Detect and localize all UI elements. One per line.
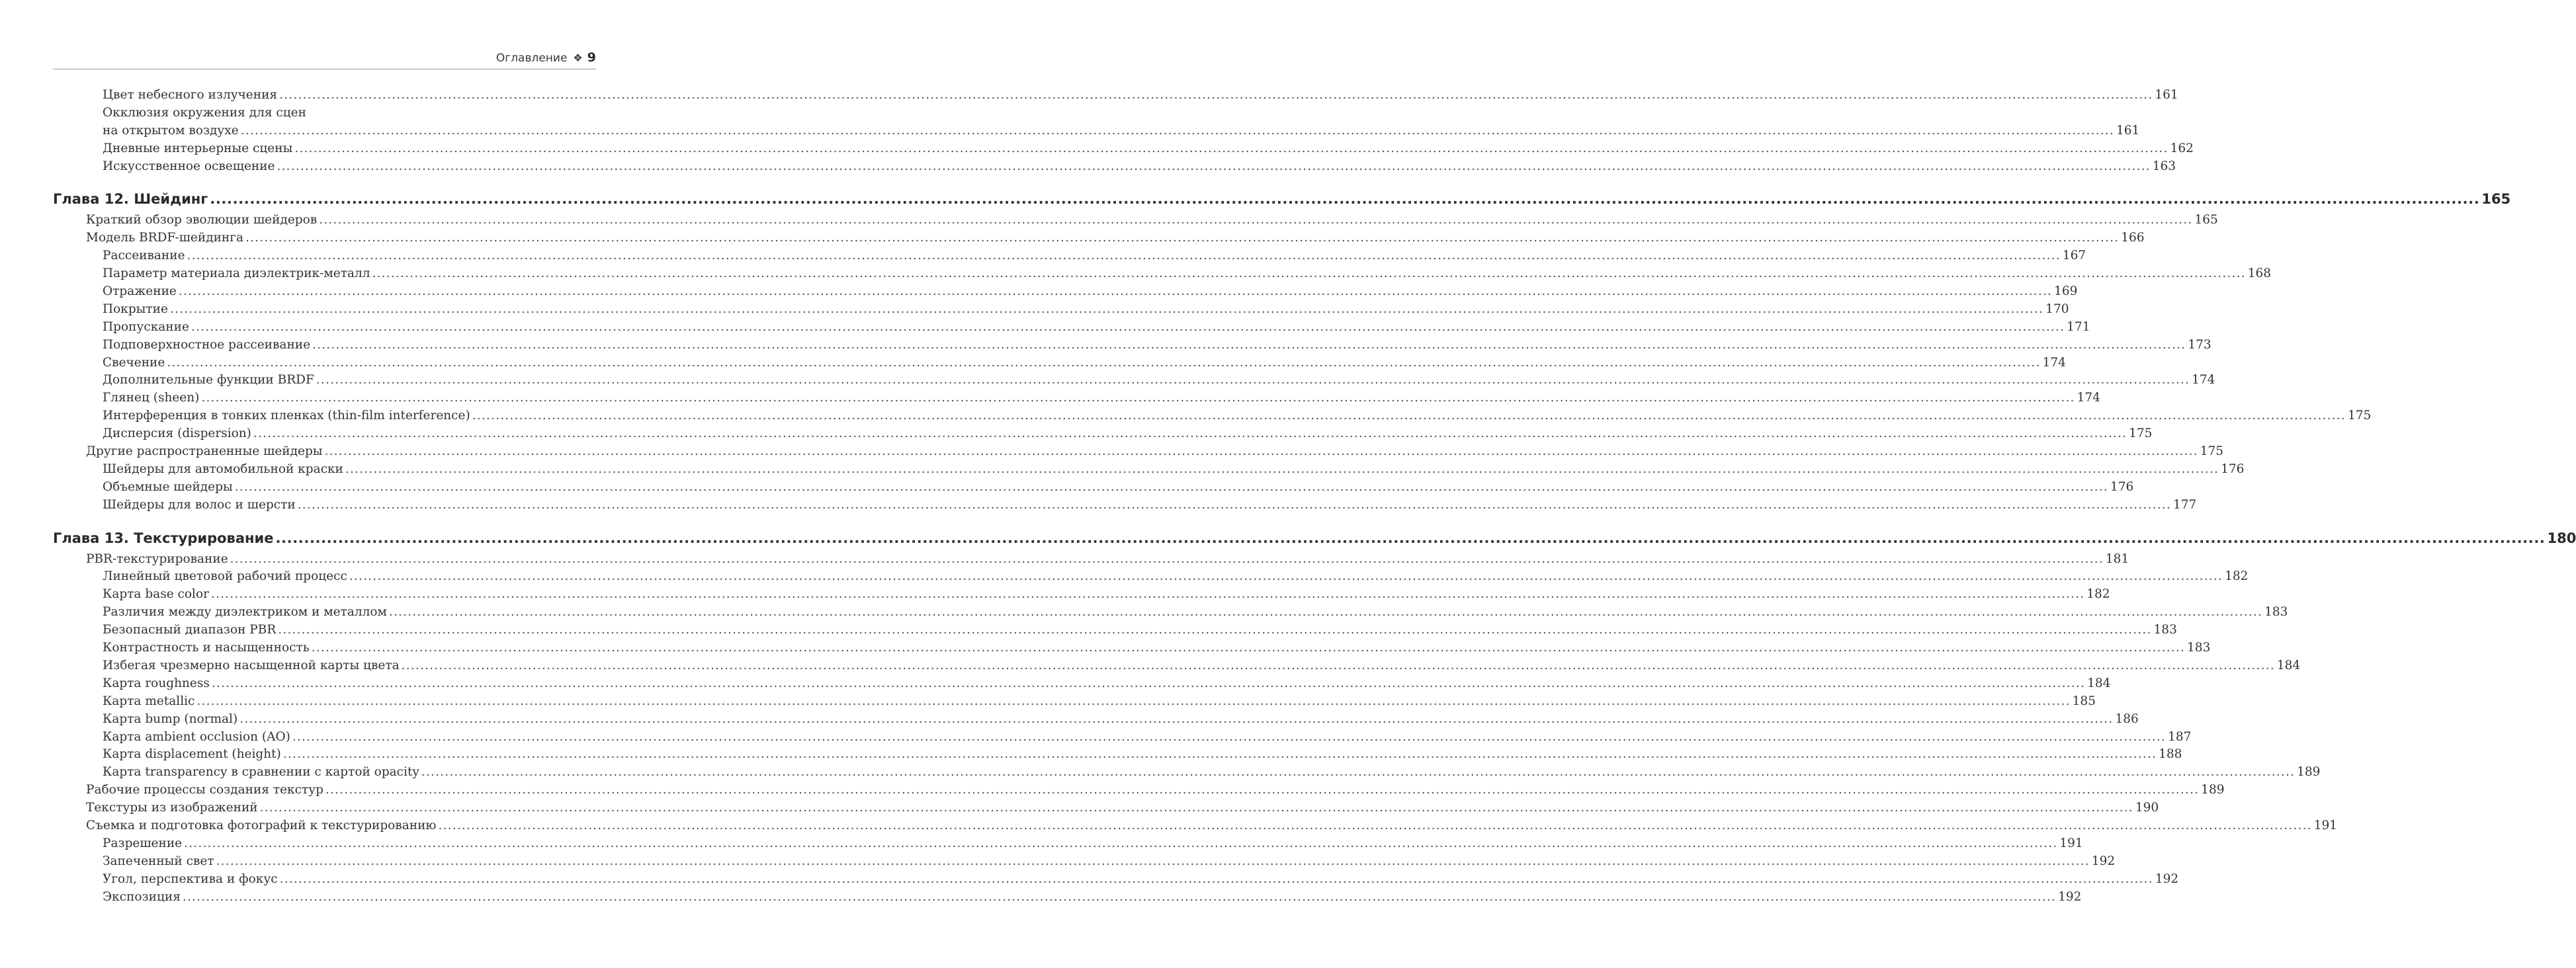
dot-leader: ................................................................................................................................................................................................................................................................................................................................................................................................................ [297,497,2171,512]
toc-chapter[interactable] [53,528,2576,549]
toc-entry-page: 192 [2058,889,2082,904]
dot-leader: ................................................................................................................................................................................................................................................................................................................................................................................................................ [278,623,2152,637]
dot-leader: ................................................................................................................................................................................................................................................................................................................................................................................................................ [167,355,2041,370]
toc-entry-title: Глава 12. Шейдинг [53,191,208,208]
toc-entry-title: Рассеивание [103,249,185,263]
toc-subsection[interactable] [53,122,2140,140]
toc-entry-title: Запеченный свет [103,854,214,868]
dot-leader: ................................................................................................................................................................................................................................................................................................................................................................................................................ [191,319,2065,334]
toc-subsection[interactable] [53,247,2086,265]
toc-subsection[interactable] [53,461,2245,479]
toc-entry-page: 181 [2105,551,2129,566]
dot-leader: ................................................................................................................................................................................................................................................................................................................................................................................................................ [239,711,2114,726]
dot-leader: ................................................................................................................................................................................................................................................................................................................................................................................................................ [210,587,2085,602]
toc-entry-page: 177 [2172,497,2197,512]
dot-leader: ................................................................................................................................................................................................................................................................................................................................................................................................................ [182,889,2057,904]
dot-leader: ................................................................................................................................................................................................................................................................................................................................................................................................................ [201,391,2075,405]
toc-entry-page: 182 [2086,587,2110,602]
toc-subsection[interactable] [53,140,2194,158]
toc-entry-page: 176 [2110,479,2134,494]
toc-subsection[interactable] [53,711,2139,729]
dot-leader: ................................................................................................................................................................................................................................................................................................................................................................................................................ [421,765,2296,780]
toc-entry-title: Линейный цветовой рабочий процесс [103,569,347,584]
toc-entry-page: 165 [2194,213,2218,227]
dot-leader: ................................................................................................................................................................................................................................................................................................................................................................................................................ [234,479,2108,494]
toc-subsection[interactable] [53,407,2372,425]
toc-entry-page: 184 [2087,676,2111,690]
header-page-number: 9 [587,50,596,65]
toc-entry-page: 167 [2062,249,2086,263]
toc-subsection[interactable] [53,622,2177,639]
toc-entry-page: 184 [2276,658,2301,672]
toc-entry-title: Карта base color [103,587,209,602]
toc-subsection[interactable] [53,568,2249,586]
toc-subsection[interactable] [53,693,2096,711]
toc-entry-page: 183 [2187,641,2211,655]
toc-subsection[interactable] [53,835,2083,853]
toc-entry-page: 192 [2155,871,2179,886]
toc-entry-page: 189 [2201,783,2225,797]
dot-leader: ................................................................................................................................................................................................................................................................................................................................................................................................................ [292,729,2167,744]
toc-subsection[interactable] [53,639,2211,657]
dot-leader: ................................................................................................................................................................................................................................................................................................................................................................................................................ [312,337,2186,352]
toc-entry-page: 175 [2200,444,2224,459]
dot-leader: ................................................................................................................................................................................................................................................................................................................................................................................................................ [253,426,2127,441]
toc-subsection[interactable] [53,729,2192,746]
toc-entry-title: Дневные интерьерные сцены [103,141,293,155]
dot-leader: ................................................................................................................................................................................................................................................................................................................................................................................................................ [316,373,2190,387]
toc-entry-title: Карта metallic [103,694,195,708]
toc-entry-title: Разрешение [103,836,183,850]
toc-subsection[interactable] [53,889,2082,907]
toc-entry-page: 189 [2297,765,2321,780]
toc-entry-page: 183 [2153,623,2177,637]
toc-subsection[interactable] [53,301,2069,319]
toc-subsection[interactable] [53,265,2272,283]
toc-subsection[interactable] [53,319,2090,337]
dot-leader: ................................................................................................................................................................................................................................................................................................................................................................................................................ [187,249,2061,263]
dot-leader: ................................................................................................................................................................................................................................................................................................................................................................................................................ [279,871,2153,886]
toc-entry-page: 169 [2054,284,2078,299]
dot-leader: ................................................................................................................................................................................................................................................................................................................................................................................................................ [169,302,2044,316]
dot-leader: ................................................................................................................................................................................................................................................................................................................................................................................................................ [279,88,2153,102]
toc-entry-title: Объемные шейдеры [103,479,233,494]
dot-leader: ................................................................................................................................................................................................................................................................................................................................................................................................................ [324,444,2198,459]
toc-subsection[interactable] [53,389,2100,407]
toc-entry-title: Глянец (sheen) [103,391,200,405]
dot-leader: ................................................................................................................................................................................................................................................................................................................................................................................................................ [184,836,2058,850]
dot-leader: ................................................................................................................................................................................................................................................................................................................................................................................................................ [325,783,2200,797]
toc-entry-page: 171 [2067,319,2090,334]
toc-entry-page: 183 [2264,605,2288,620]
toc-subsection[interactable] [53,337,2211,354]
toc-entry-title: Избегая чрезмерно насыщенной карты цвета [103,658,400,672]
toc-entry-title: Карта displacement (height) [103,747,281,762]
toc-entry-page: 180 [2547,530,2576,546]
toc-subsection[interactable] [53,764,2321,782]
toc-entry-title: Глава 13. Текстурирование [53,530,274,546]
toc-entry-page: 162 [2170,141,2194,155]
dot-leader: ................................................................................................................................................................................................................................................................................................................................................................................................................ [275,530,2546,546]
toc-subsection[interactable] [53,853,2116,871]
running-header [53,50,596,69]
toc-subsection[interactable] [53,746,2182,764]
toc-entry-title: Отражение [103,284,177,299]
toc-section[interactable] [53,443,2224,461]
toc-section[interactable] [53,229,2145,247]
toc-entry-title: Экспозиция [103,889,181,904]
dot-leader: ................................................................................................................................................................................................................................................................................................................................................................................................................ [196,694,2071,708]
toc-entry-title: Карта bump (normal) [103,711,238,726]
toc-entry-title: Интерференция в тонких пленках (thin-film interference) [103,409,470,423]
toc-subsection[interactable] [53,604,2288,622]
toc-entry-title: Безопасный диапазон PBR [103,623,277,637]
toc-subsection[interactable] [53,497,2197,514]
toc-entry-page: 191 [2313,818,2338,832]
dot-leader: ................................................................................................................................................................................................................................................................................................................................................................................................................ [372,266,2246,281]
header-title: Оглавление [495,52,568,65]
table-of-contents [53,87,2576,906]
dot-leader: ................................................................................................................................................................................................................................................................................................................................................................................................................ [472,409,2346,423]
toc-subsection[interactable] [53,675,2111,693]
toc-entry-page: 182 [2225,569,2249,584]
toc-entry-title: Подповерхностное рассеивание [103,337,311,352]
toc-subsection[interactable] [53,87,2178,104]
toc-entry-title: Съемка и подготовка фотографий к текстурированию [86,818,437,832]
dot-leader: ................................................................................................................................................................................................................................................................................................................................................................................................................ [210,191,2480,208]
toc-entry-title: на открытом воздухе [103,123,239,138]
toc-subsection[interactable] [53,283,2078,301]
toc-entry-page: 191 [2059,836,2083,850]
toc-entry-page: 174 [2042,355,2066,370]
toc-section[interactable] [53,782,2225,799]
toc-section[interactable] [53,212,2218,229]
toc-entry-title: Дисперсия (dispersion) [103,426,251,441]
dot-leader: ................................................................................................................................................................................................................................................................................................................................................................................................................ [349,569,2223,584]
toc-entry-page: 163 [2152,159,2176,173]
dot-leader: ................................................................................................................................................................................................................................................................................................................................................................................................................ [216,854,2090,868]
toc-entry-title: Модель BRDF-шейдинга [86,231,243,245]
toc-entry-title: Угол, перспектива и фокус [103,871,278,886]
toc-entry-title: Различия между диэлектриком и металлом [103,605,387,620]
toc-entry-page: 192 [2091,854,2116,868]
toc-entry-title: Текстуры из изображений [86,801,258,815]
dot-leader: ................................................................................................................................................................................................................................................................................................................................................................................................................ [211,676,2086,690]
toc-entry-title: Шейдеры для волос и шерсти [103,497,296,512]
dot-leader: ................................................................................................................................................................................................................................................................................................................................................................................................................ [282,747,2157,762]
toc-entry-page: 161 [2155,88,2178,102]
dot-leader: ................................................................................................................................................................................................................................................................................................................................................................................................................ [230,551,2104,566]
ornament-icon: ❖ [573,52,583,64]
toc-entry-title: Карта ambient occlusion (AO) [103,729,290,744]
dot-leader: ................................................................................................................................................................................................................................................................................................................................................................................................................ [319,213,2193,227]
toc-entry-title: Окклюзия окружения для сцен [103,105,306,120]
dot-leader: ................................................................................................................................................................................................................................................................................................................................................................................................................ [178,284,2053,299]
toc-entry-title: Цвет небесного излучения [103,88,278,102]
toc-chapter[interactable] [53,188,2511,210]
toc-subsection[interactable] [53,479,2134,497]
toc-entry-title: Параметр материала диэлектрик-металл [103,266,370,281]
toc-subsection[interactable] [53,871,2179,889]
toc-entry-title: Карта transparency в сравнении с картой opacity [103,765,419,780]
toc-entry-page: 175 [2347,409,2372,423]
toc-entry-page: 187 [2168,729,2192,744]
toc-entry-title: Другие распространенные шейдеры [86,444,323,459]
dot-leader: ................................................................................................................................................................................................................................................................................................................................................................................................................ [245,231,2120,245]
toc-section[interactable] [53,551,2129,569]
toc-entry-page: 170 [2045,302,2069,316]
toc-entry-title: Рабочие процессы создания текстур [86,783,323,797]
toc-subsection[interactable] [53,586,2110,604]
toc-subsection[interactable] [53,425,2153,443]
toc-section[interactable] [53,817,2338,835]
toc-entry-page: 161 [2116,123,2140,138]
toc-entry-page: 174 [2077,391,2100,405]
toc-entry-title: Покрытие [103,302,168,316]
toc-entry-title: Шейдеры для автомобильной краски [103,462,343,476]
dot-leader: ................................................................................................................................................................................................................................................................................................................................................................................................................ [345,462,2219,476]
toc-entry-page: 175 [2129,426,2153,441]
toc-entry-page: 173 [2188,337,2211,352]
toc-entry-title: Свечение [103,355,165,370]
toc-entry-title: Контрастность и насыщенность [103,641,310,655]
toc-entry-page: 166 [2121,231,2145,245]
dot-leader: ................................................................................................................................................................................................................................................................................................................................................................................................................ [294,141,2168,155]
dot-leader: ................................................................................................................................................................................................................................................................................................................................................................................................................ [438,818,2312,832]
toc-subsection[interactable] [53,354,2066,372]
toc-entry-page: 168 [2247,266,2272,281]
toc-section[interactable] [53,799,2159,817]
toc-subsection[interactable] [53,657,2301,675]
toc-entry-title: Пропускание [103,319,189,334]
dot-leader: ................................................................................................................................................................................................................................................................................................................................................................................................................ [311,641,2186,655]
toc-entry-title: Краткий обзор эволюции шейдеров [86,213,318,227]
toc-subsection[interactable] [53,158,2176,176]
toc-entry-page: 165 [2481,191,2511,208]
toc-entry-page: 186 [2115,711,2139,726]
toc-entry-page: 176 [2221,462,2245,476]
toc-entry-page: 190 [2135,801,2159,815]
dot-leader: ................................................................................................................................................................................................................................................................................................................................................................................................................ [259,801,2133,815]
toc-entry-title: Карта roughness [103,676,210,690]
dot-leader: ................................................................................................................................................................................................................................................................................................................................................................................................................ [240,123,2114,138]
dot-leader: ................................................................................................................................................................................................................................................................................................................................................................................................................ [277,159,2151,173]
toc-entry-title: PBR-текстурирование [86,551,228,566]
toc-subsection[interactable] [53,104,596,122]
toc-entry-page: 185 [2072,694,2096,708]
toc-entry-page: 174 [2192,373,2215,387]
toc-entry-title: Искусственное освещение [103,159,275,173]
toc-entry-title: Дополнительные функции BRDF [103,373,314,387]
toc-subsection[interactable] [53,372,2215,389]
dot-leader: ................................................................................................................................................................................................................................................................................................................................................................................................................ [401,658,2275,672]
toc-entry-page: 188 [2159,747,2182,762]
dot-leader: ................................................................................................................................................................................................................................................................................................................................................................................................................ [388,605,2263,620]
